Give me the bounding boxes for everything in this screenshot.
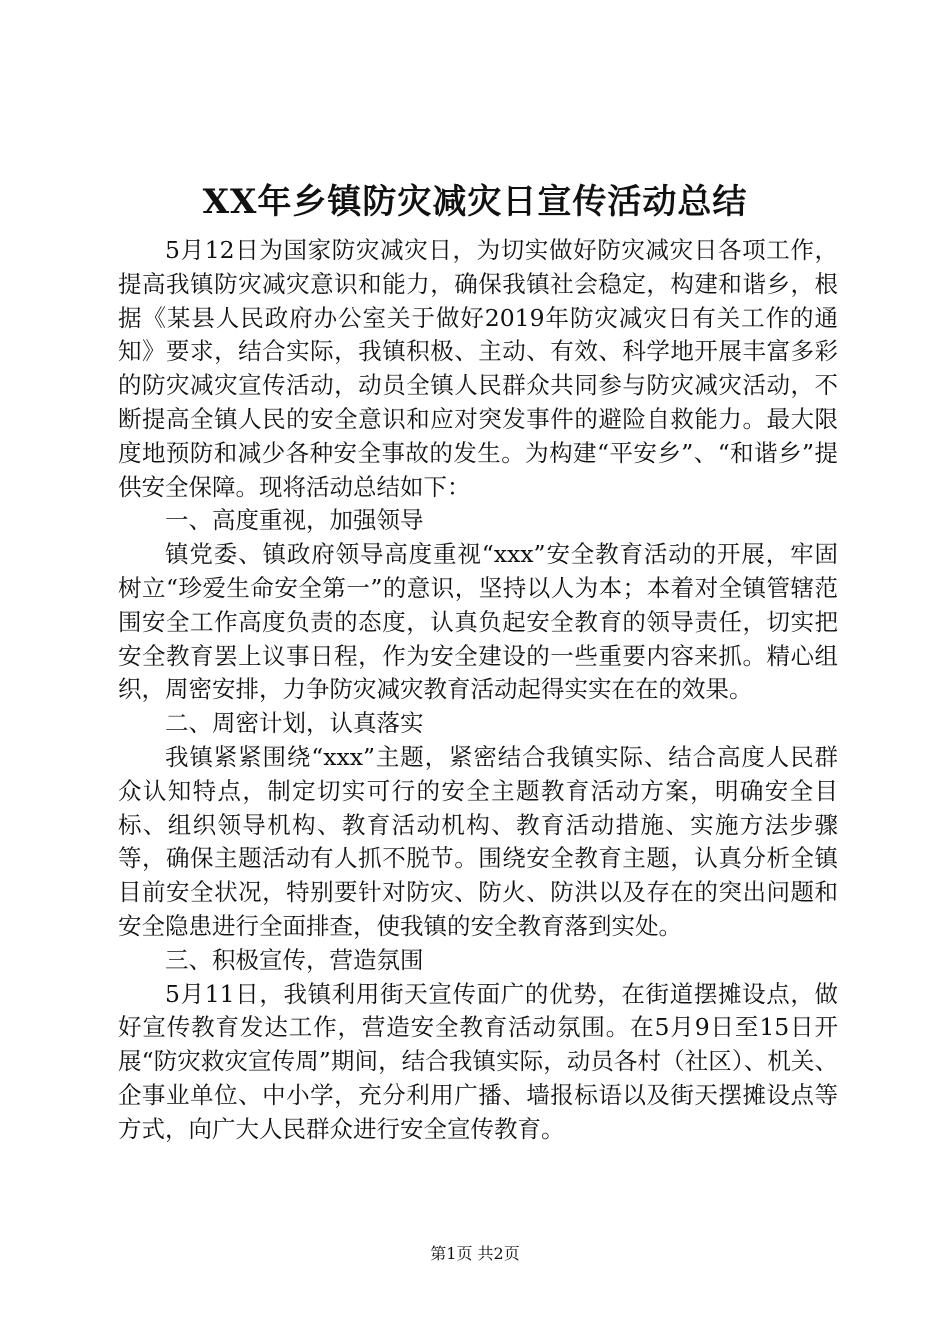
section-paragraph-3: 5月11日，我镇利用街天宣传面广的优势，在街道摆摊设点，做好宣传教育发达工作，营造安全教育活动氛围。在5月9日至15日开展“防灾救灾宣传周”期间，结合我镇实际，动员各村（社区）、机关、企事业单位、中小学，充分利用广播、墙报标语以及街天摆摊设点等方式，向广大人民群众进行安全宣传教育。: [118, 979, 838, 1143]
intro-paragraph: 5月12日为国家防灾减灾日，为切实做好防灾减灾日各项工作，提高我镇防灾减灾意识和能力，确保我镇社会稳定，构建和谐乡，根据《某县人民政府办公室关于做好2019年防灾减灾日有关工作的通知》要求，结合实际，我镇积极、主动、有效、科学地开展丰富多彩的防灾减灾宣传活动，动员全镇人民群众共同参与防灾减灾活动，不断提高全镇人民的安全意识和应对突发事件的避险自救能力。最大限度地预防和减少各种安全事故的发生。为构建“平安乡”、“和谐乡”提供安全保障。现将活动总结如下：: [118, 236, 838, 501]
section-heading-2: 二、周密计划，认真落实: [165, 709, 424, 738]
document-body: [118, 234, 838, 1147]
section-heading-1: 一、高度重视，加强领导: [165, 506, 424, 535]
section-paragraph-1: 镇党委、镇政府领导高度重视“xxx”安全教育活动的开展，牢固树立“珍爱生命安全第一”的意识，坚持以人为本；本着对全镇管辖范围安全工作高度负责的态度，认真负起安全教育的领导责任，切实把安全教育罢上议事日程，作为安全建设的一些重要内容来抓。精心组织，周密安排，力争防灾减灾教育活动起得实实在在的效果。: [118, 540, 838, 704]
section-paragraph-2: 我镇紧紧围绕“xxx”主题，紧密结合我镇实际、结合高度人民群众认知特点，制定切实可行的安全主题教育活动方案，明确安全目标、组织领导机构、教育活动机构、教育活动措施、实施方法步骤等，确保主题活动有人抓不脱节。围绕安全教育主题，认真分析全镇目前安全状况，特别要针对防灾、防火、防洪以及存在的突出问题和安全隐患进行全面排查，使我镇的安全教育落到实处。: [118, 742, 838, 940]
section-heading-3: 三、积极宣传，营造氛围: [165, 945, 424, 974]
page-number-footer: 第1页 共2页: [430, 1244, 520, 1263]
document-title: XX年乡镇防灾减灾日宣传活动总结: [202, 182, 748, 222]
